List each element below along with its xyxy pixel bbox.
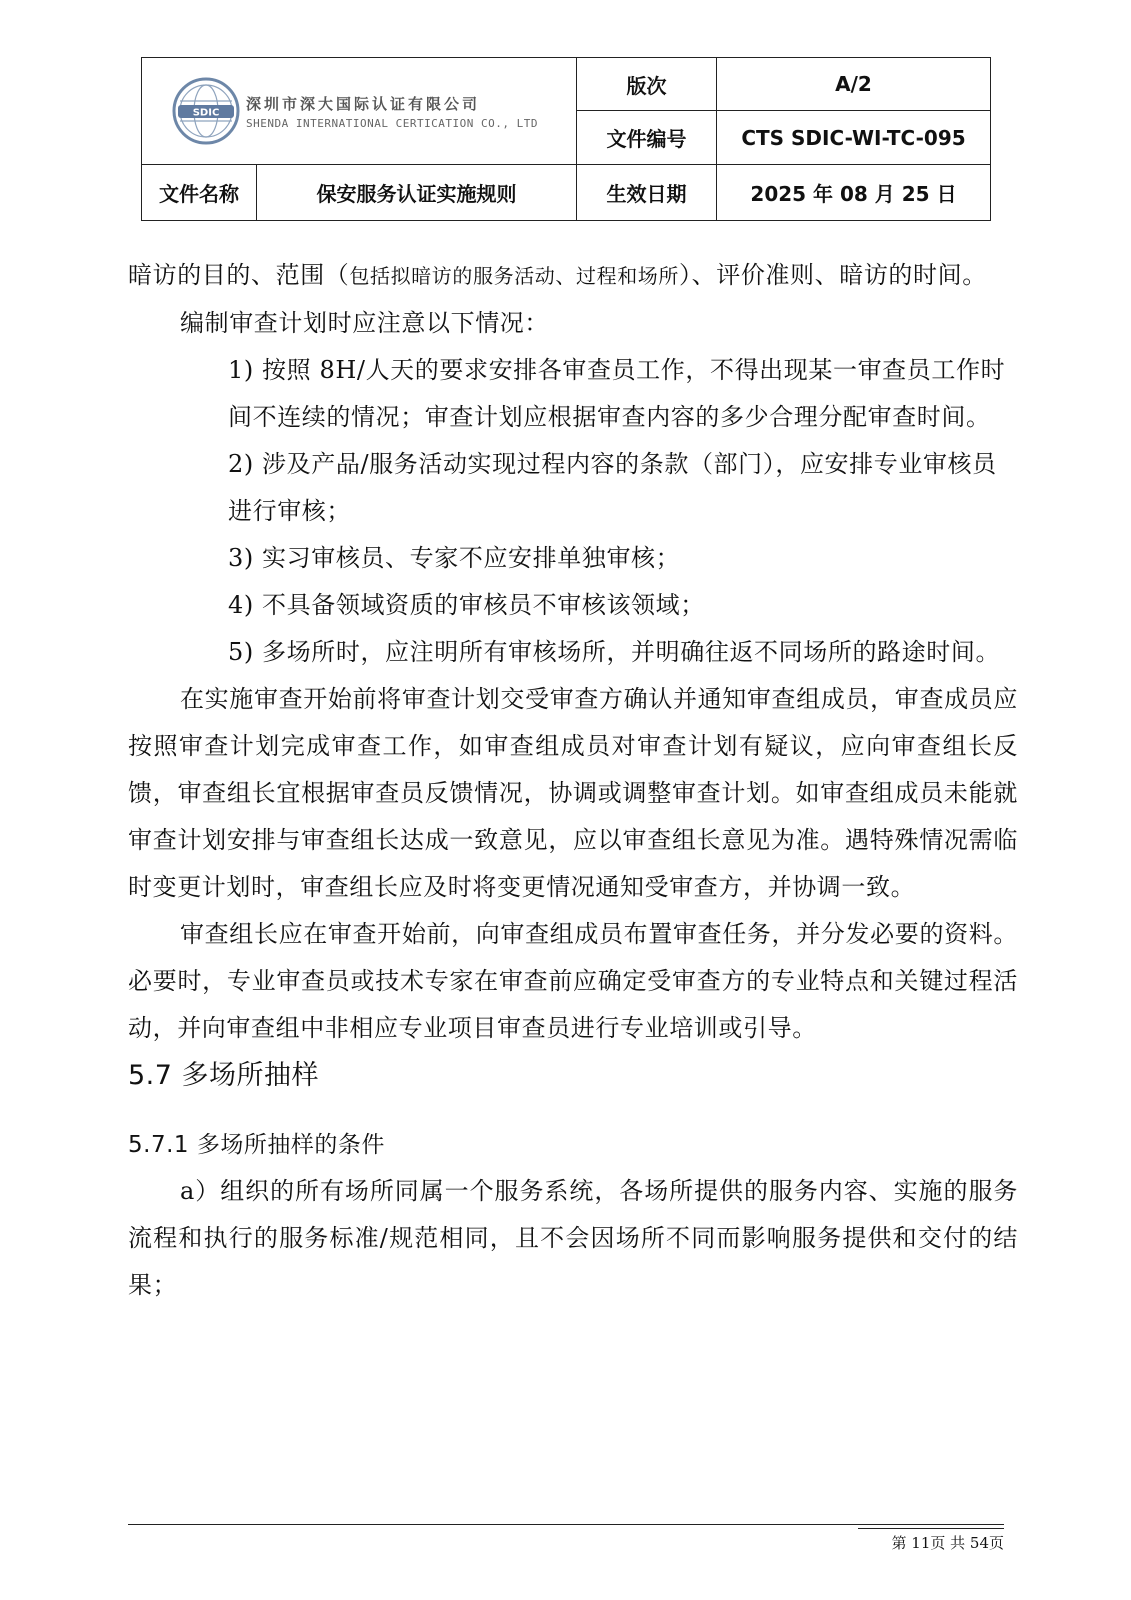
version-label: 版次 <box>577 58 717 111</box>
document-header-table <box>141 57 991 221</box>
paragraph-plan-confirmation: 在实施审查开始前将审查计划交受审查方确认并通知审查组成员，审查成员应按照审查计划完成审查工作，如审查组成员对审查计划有疑议，应向审查组长反馈，审查组长宜根据审查员反馈情况，协调或调整审查计划。如审查组成员未能就审查计划安排与审查组长达成一致意见，应以审查组长意见为准。遇特殊情况需临时变更计划时，审查组长应及时将变更情况通知受审查方，并协调一致。 <box>128 685 1018 901</box>
list-item: 3) 实习审核员、专家不应安排单独审核； <box>228 544 681 572</box>
company-logo-cell <box>142 58 577 165</box>
company-name-en: SHENDA INTERNATIONAL CERTICATION CO., LTD <box>246 116 539 130</box>
company-logo-icon <box>172 77 240 145</box>
doc-name-value: 保安服务认证实施规则 <box>257 165 577 221</box>
page-number: 第 11页 共 54页 <box>891 1534 1004 1552</box>
section-heading: 5.7 多场所抽样 <box>128 1060 320 1091</box>
paragraph-task-assignment: 审查组长应在审查开始前，向审查组成员布置审查任务，并分发必要的资料。必要时，专业审查员或技术专家在审查前应确定受审查方的专业特点和关键过程活动，并向审查组中非相应专业项目审查员进行专业培训或引导。 <box>128 920 1018 1042</box>
company-name-cn: 深圳市深大国际认证有限公司 <box>246 94 481 113</box>
version-value: A/2 <box>717 58 991 111</box>
effective-date-value: 2025 年 08 月 25 日 <box>717 165 991 221</box>
list-item: 2) 涉及产品/服务活动实现过程内容的条款（部门），应安排专业审核员进行审核； <box>228 450 997 525</box>
effective-date-label: 生效日期 <box>577 165 717 221</box>
paragraph-visit-scope: 暗访的目的、范围（包括拟暗访的服务活动、过程和场所）、评价准则、暗访的时间。 <box>128 261 987 289</box>
doc-name-label: 文件名称 <box>142 165 257 221</box>
list-item: 5) 多场所时，应注明所有审核场所，并明确往返不同场所的路途时间。 <box>228 638 1001 666</box>
list-item: 4) 不具备领域资质的审核员不审核该领域； <box>228 591 705 619</box>
footer-rule <box>128 1524 1004 1525</box>
subsection-heading: 5.7.1 多场所抽样的条件 <box>128 1132 385 1158</box>
footer-rule-short <box>858 1528 1004 1529</box>
document-body <box>128 252 1018 1309</box>
list-item: 1) 按照 8H/人天的要求安排各审查员工作，不得出现某一审查员工作时间不连续的情况；审查计划应根据审查内容的多少合理分配审查时间。 <box>228 356 1006 431</box>
doc-number-label: 文件编号 <box>577 111 717 165</box>
doc-number-value: CTS SDIC-WI-TC-095 <box>717 111 991 165</box>
paragraph-sampling-condition-a: a）组织的所有场所同属一个服务系统，各场所提供的服务内容、实施的服务流程和执行的服务标准/规范相同，且不会因场所不同而影响服务提供和交付的结果； <box>128 1177 1018 1299</box>
logo-emblem-text: SDIC <box>192 107 220 119</box>
paragraph-plan-notes: 编制审查计划时应注意以下情况： <box>180 309 549 337</box>
